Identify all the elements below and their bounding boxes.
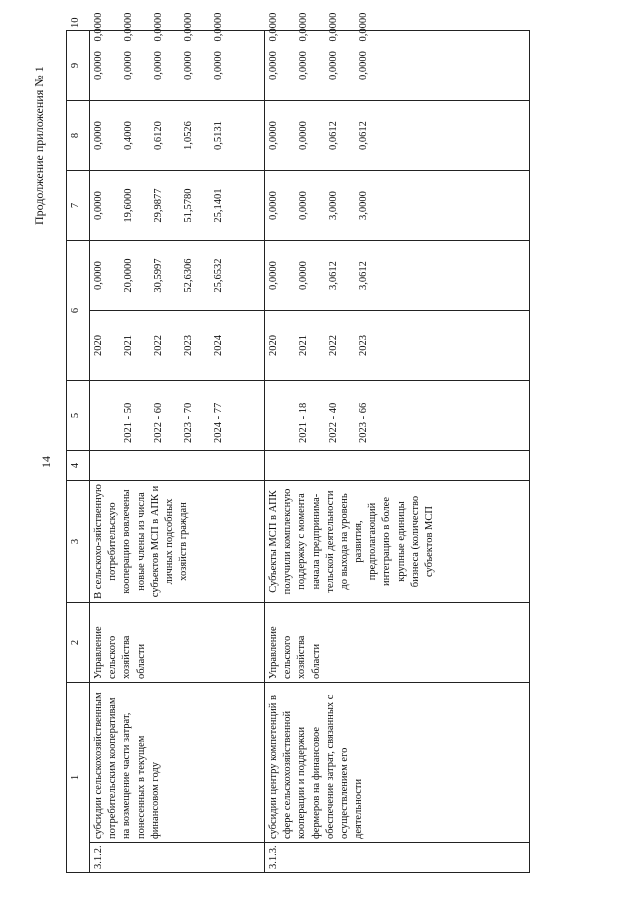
amount: 3,0000 xyxy=(328,191,339,220)
empty-cell xyxy=(90,451,265,481)
amount: 0,0000 xyxy=(123,12,134,42)
amount: 0,0000 xyxy=(298,51,309,80)
target-values xyxy=(90,381,265,451)
amount: 0,0000 xyxy=(213,51,224,80)
amount: 0,0612 xyxy=(328,121,339,150)
funding-col-8 xyxy=(265,171,530,241)
year-value: 2023 xyxy=(183,335,194,356)
amount: 0,0000 xyxy=(213,12,224,42)
amount: 25,6532 xyxy=(213,258,224,293)
amount: 0,5131 xyxy=(213,121,224,150)
amount: 0,0000 xyxy=(93,12,104,42)
page-number: 14 xyxy=(38,456,53,468)
years xyxy=(90,311,265,381)
amount: 0,0000 xyxy=(268,12,279,42)
year-value: 2022 xyxy=(328,335,339,356)
amount: 19,6000 xyxy=(123,188,134,223)
amount: 1,0526 xyxy=(183,121,194,150)
target-value: 2023 - 66 xyxy=(358,402,369,443)
result-indicator: В сельскохо-зяйственную потребительскую кооперацию вовлечены новые члены из числа субъектов МСП в АПК и личных подсобных хозяйств граждан xyxy=(90,481,265,603)
funding-col-9 xyxy=(90,101,265,171)
responsible-body: Управление сельского хозяйства области xyxy=(90,603,265,683)
amount: 29,9877 xyxy=(153,188,164,223)
target-value: 2023 - 70 xyxy=(183,402,194,443)
amount: 0,0000 xyxy=(93,261,104,290)
continuation-label: Продолжение приложения № 1 xyxy=(32,66,46,225)
target-values xyxy=(265,381,530,451)
amount: 52,6306 xyxy=(183,258,194,293)
table-row xyxy=(90,31,265,873)
year-value: 2021 xyxy=(123,335,134,356)
amount: 0,0000 xyxy=(298,261,309,290)
measure-name: субсидии центру компетенций в сфере сельскохозяйственной кооперации и поддержки фермеров на финансовое обеспечение затрат, связанных с осуществлением его деятельности xyxy=(265,683,530,843)
amount: 0,0000 xyxy=(358,51,369,80)
header-col-9: 9 xyxy=(67,31,90,101)
header-col-1: 1 xyxy=(67,683,90,873)
header-col-6: 6 xyxy=(67,241,90,381)
amount: 0,0000 xyxy=(328,12,339,42)
amount: 0,0000 xyxy=(153,12,164,42)
measure-name: субсидии сельскохозяйственным потребительским кооперативам на возмещение части затрат, понесенных в текущем финансовом году xyxy=(90,683,265,843)
amount: 3,0612 xyxy=(328,261,339,290)
target-value: 2024 - 77 xyxy=(213,402,224,443)
header-col-3: 3 xyxy=(67,481,90,603)
funding-col-9 xyxy=(265,101,530,171)
empty-cell xyxy=(265,451,530,481)
amount: 0,0000 xyxy=(298,12,309,42)
amount: 0,4000 xyxy=(123,121,134,150)
amount: 0,0000 xyxy=(183,12,194,42)
year-value: 2020 xyxy=(93,335,104,356)
responsible-body: Управление сельского хозяйства области xyxy=(265,603,530,683)
amount: 0,6120 xyxy=(153,121,164,150)
funding-col-8 xyxy=(90,171,265,241)
header-col-5: 5 xyxy=(67,381,90,451)
amount: 0,0000 xyxy=(93,121,104,150)
year-value: 2021 xyxy=(298,335,309,356)
amount: 0,0000 xyxy=(183,51,194,80)
amount: 3,0612 xyxy=(358,261,369,290)
amount: 0,0000 xyxy=(298,191,309,220)
appendix-table xyxy=(66,12,530,873)
total-funding xyxy=(90,241,265,311)
amount: 0,0000 xyxy=(123,51,134,80)
amount: 0,0000 xyxy=(358,12,369,42)
target-value: 2021 - 50 xyxy=(123,402,134,443)
row-number: 3.1.3. xyxy=(265,843,530,873)
row-number: 3.1.2. xyxy=(90,843,265,873)
target-value: 2021 - 18 xyxy=(298,402,309,443)
year-value: 2022 xyxy=(153,335,164,356)
years xyxy=(265,311,530,381)
year-value: 2023 xyxy=(358,335,369,356)
amount: 0,0000 xyxy=(93,51,104,80)
header-col-2: 2 xyxy=(67,603,90,683)
table-row xyxy=(265,31,530,873)
amount: 0,0000 xyxy=(93,191,104,220)
amount: 30,5997 xyxy=(153,258,164,293)
header-col-7: 7 xyxy=(67,171,90,241)
amount: 0,0000 xyxy=(268,191,279,220)
amount: 0,0000 xyxy=(153,51,164,80)
target-value: 2022 - 40 xyxy=(328,402,339,443)
amount: 0,0000 xyxy=(298,121,309,150)
amount: 0,0000 xyxy=(328,51,339,80)
year-value: 2024 xyxy=(213,335,224,356)
amount: 51,5780 xyxy=(183,188,194,223)
header-col-8: 8 xyxy=(67,101,90,171)
target-value: 2022 - 60 xyxy=(153,402,164,443)
amount: 0,0000 xyxy=(268,51,279,80)
amount: 25,1401 xyxy=(213,188,224,223)
amount: 0,0000 xyxy=(268,121,279,150)
amount: 0,0612 xyxy=(358,121,369,150)
amount: 20,0000 xyxy=(123,258,134,293)
amount: 3,0000 xyxy=(358,191,369,220)
header-col-4: 4 xyxy=(67,451,90,481)
amount: 0,0000 xyxy=(268,261,279,290)
header-row: 1 2 3 4 5 6 7 8 9 10 xyxy=(67,31,90,873)
year-value: 2020 xyxy=(268,335,279,356)
result-indicator: Субъекты МСП в АПК получили комплексную поддержку с момента начала предпринима-тельской деятельности до выхода на уровень развития, предполагающий интеграцию в более крупные единицы бизнеса (количество субъектов МСП xyxy=(265,481,530,603)
total-funding xyxy=(265,241,530,311)
